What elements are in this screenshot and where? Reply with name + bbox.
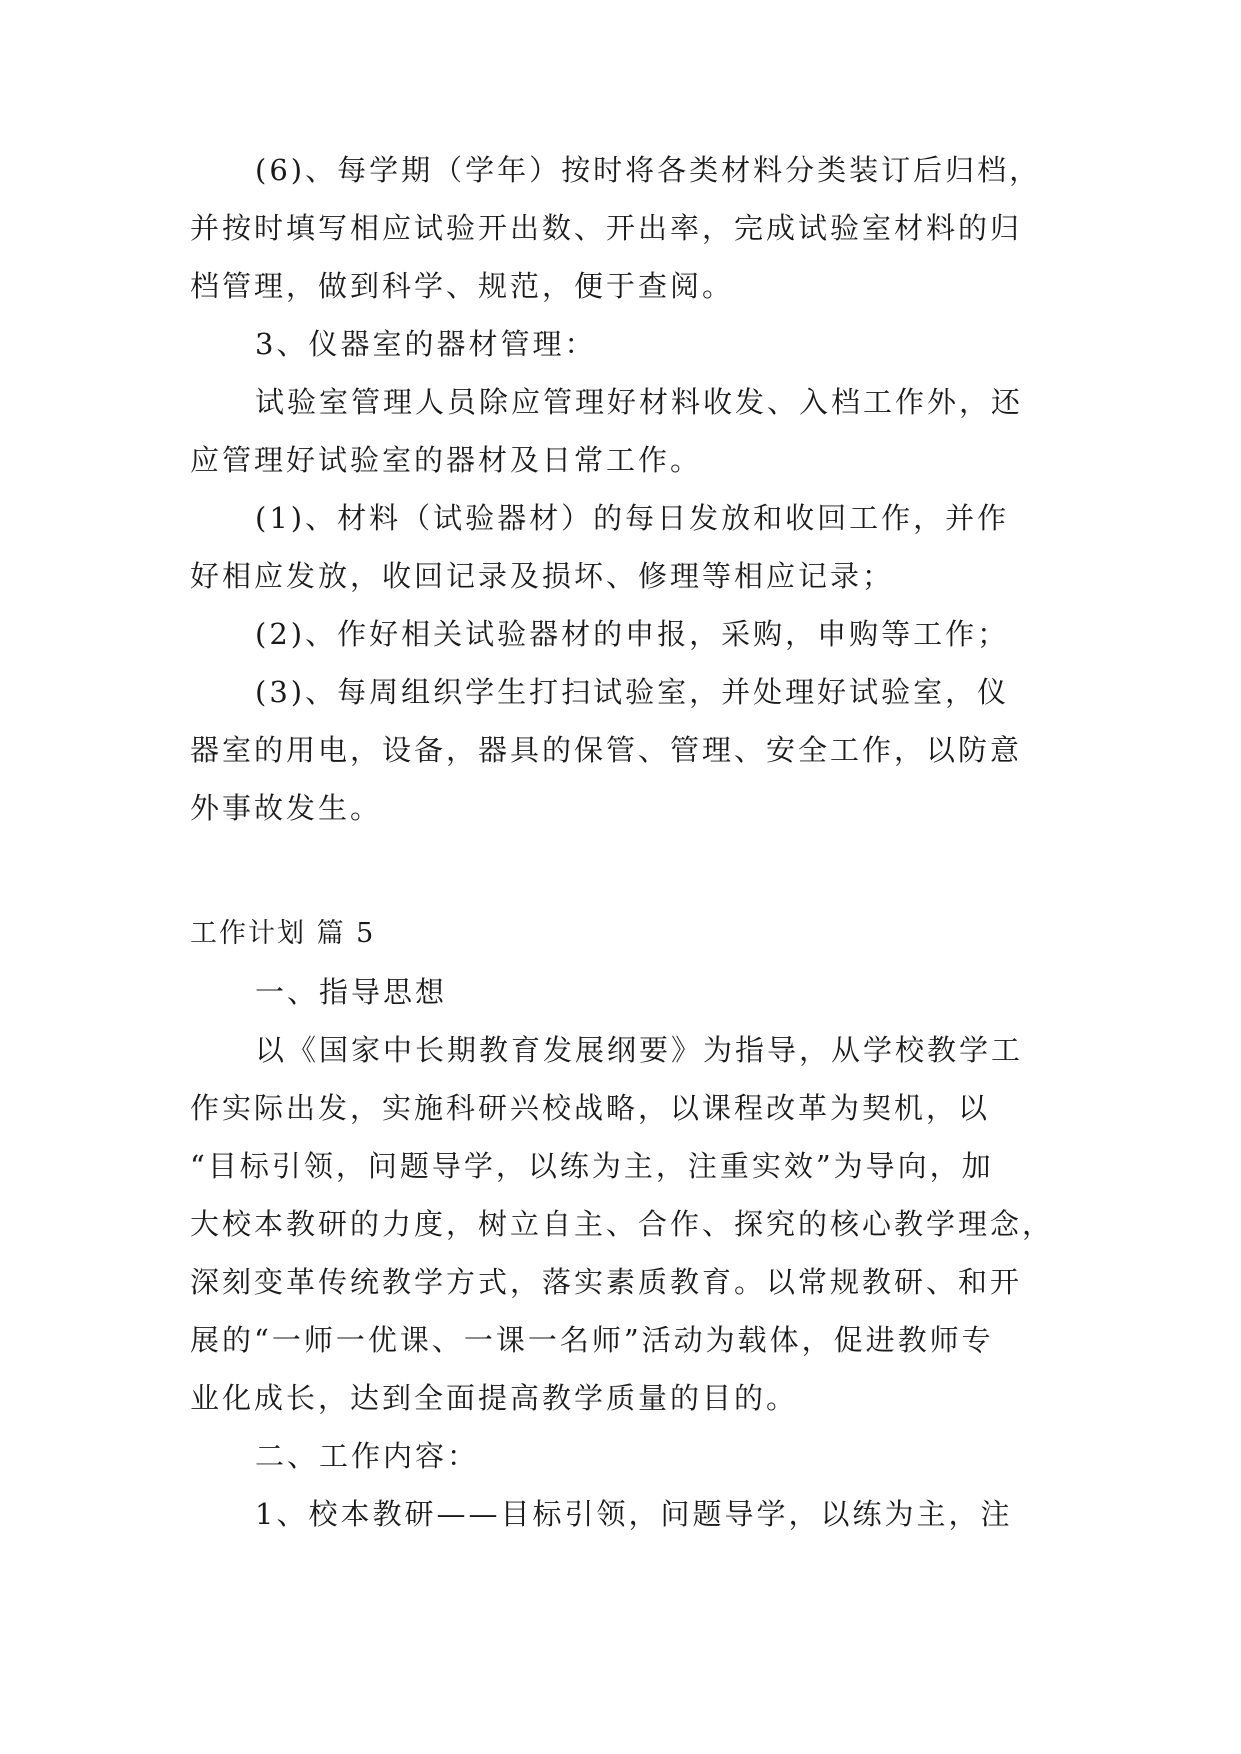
paragraph-line: 深刻变革传统教学方式，落实素质教育。以常规教研、和开 — [190, 1265, 1023, 1299]
paragraph-line: 业化成长，达到全面提高教学质量的目的。 — [190, 1381, 799, 1415]
paragraph-line: (1)、材料（试验器材）的每日发放和收回工作，并作 — [255, 501, 1010, 535]
section-heading: 二、工作内容： — [255, 1439, 480, 1473]
paragraph-line: 展的“一师一优课、一课一名师”活动为载体，促进教师专 — [190, 1323, 994, 1357]
paragraph-line: 1、校本教研——目标引领，问题导学，以练为主，注 — [255, 1497, 1013, 1531]
paragraph-line: “目标引领，问题导学，以练为主，注重实效”为导向，加 — [190, 1149, 994, 1183]
paragraph-line: 外事故发生。 — [190, 791, 383, 825]
paragraph-line: (2)、作好相关试验器材的申报，采购，申购等工作； — [255, 617, 1010, 651]
paragraph-line: 大校本教研的力度，树立自主、合作、探究的核心教学理念， — [190, 1207, 1055, 1241]
paragraph-line: 档管理，做到科学、规范，便于查阅。 — [190, 269, 735, 303]
paragraph-line: 应管理好试验室的器材及日常工作。 — [190, 443, 703, 477]
paragraph-line: 以《国家中长期教育发展纲要》为指导，从学校教学工 — [255, 1033, 1024, 1067]
paragraph-line: 好相应发放，收回记录及损坏、修理等相应记录； — [190, 559, 895, 593]
section-heading: 3、仪器室的器材管理： — [255, 327, 597, 361]
paragraph-line: (6)、每学期（学年）按时将各类材料分类装订后归档， — [255, 153, 1042, 187]
paragraph-line: 试验室管理人员除应管理好材料收发、入档工作外，还 — [255, 385, 1024, 419]
paragraph-line: 并按时填写相应试验开出数、开出率，完成试验室材料的归 — [190, 211, 1023, 245]
paragraph-line: 器室的用电，设备，器具的保管、管理、安全工作，以防意 — [190, 733, 1023, 767]
paragraph-line: 作实际出发，实施科研兴校战略，以课程改革为契机，以 — [190, 1091, 991, 1125]
section-heading: 一、指导思想 — [255, 975, 448, 1009]
section-title: 工作计划 篇 5 — [190, 918, 376, 949]
paragraph-line: (3)、每周组织学生打扫试验室，并处理好试验室，仪 — [255, 675, 1010, 709]
